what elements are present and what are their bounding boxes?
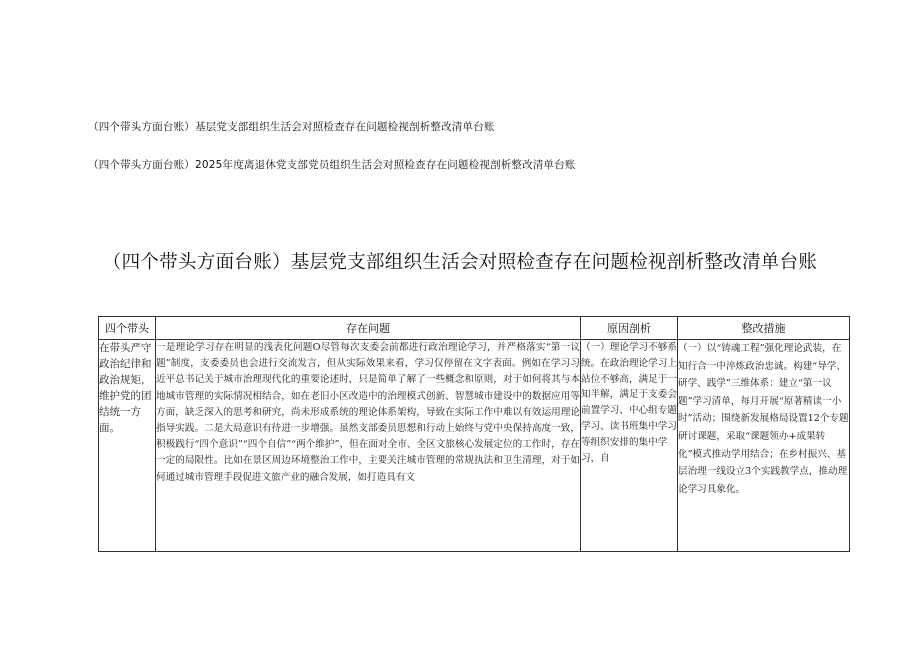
measures-cell: （一）以“铸魂工程”强化理论武装，在知行合一中淬炼政治忠诚。构建“导学、研学、践学”三维体系：建立“第一议题”学习清单，每月开展“原著精读一小时”活动；围绕新发展格局设置12个专题研讨课题，采取“课题领办+成果转化”模式推动学用结合；在乡村振兴、基层治理一线设立3个实践教学点，推动理论学习具象化。 [678, 340, 850, 552]
header-problem: 存在问题 [156, 317, 581, 340]
document-title: （四个带头方面台账）基层党支部组织生活会对照检查存在问题检视剖析整改清单台账 [102, 252, 818, 273]
cause-cell: （一）理论学习不够系统。在政治理论学习上站位不够高，满足于一知半解，满足于支委会前置学习、中心组专题学习、读书班集中学习等组织安排的集中学习，自 [581, 340, 678, 552]
header-cause: 原因剖析 [581, 317, 678, 340]
aspect-cell: 在带头严守政治纪律和政治规矩，维护党的团结统一方面。 [99, 340, 156, 552]
problem-cell: 一是理论学习存在明显的浅表化问题O尽管每次支委会前都进行政治理论学习，并严格落实“第一议题”制度，支委委员也会进行交流发言，但从实际效果来看，学习仅停留在文字表面。例如在学习习近平总书记关于城市治理现代化的重要论述时，只是简单了解了一些概念和原则，对于如何将其与本地城市管理的实际情况相结合，如在老旧小区改造中的治理模式创新、智慧城市建设中的数据应用等方面，缺乏深入的思考和研究，尚未形成系统的理论体系架构，导致在实际工作中难以有效运用理论指导实践。二是大局意识有待进一步增强。虽然支部委员思想和行动上始终与党中央保持高度一致，积极践行“四个意识”“四个自信”“两个维护”，但在面对全市、全区文旅核心发展定位的工作时，存在一定的局限性。比如在景区周边环境整治工作中，主要关注城市管理的常规执法和卫生清理，对于如何通过城市管理手段促进文旅产业的融合发展，如打造具有文 [156, 340, 581, 552]
table-header-row [99, 317, 850, 340]
header-line-2: （四个带头方面台账）2025年度离退休党支部党员组织生活会对照检查存在问题检视剖析整改清单台账 [88, 159, 576, 171]
header-line-1: （四个带头方面台账）基层党支部组织生活会对照检查存在问题检视剖析整改清单台账 [88, 121, 495, 133]
rectification-ledger-table [98, 316, 850, 552]
table-row [99, 340, 850, 552]
header-aspect: 四个带头 [99, 317, 156, 340]
header-measures: 整改措施 [678, 317, 850, 340]
